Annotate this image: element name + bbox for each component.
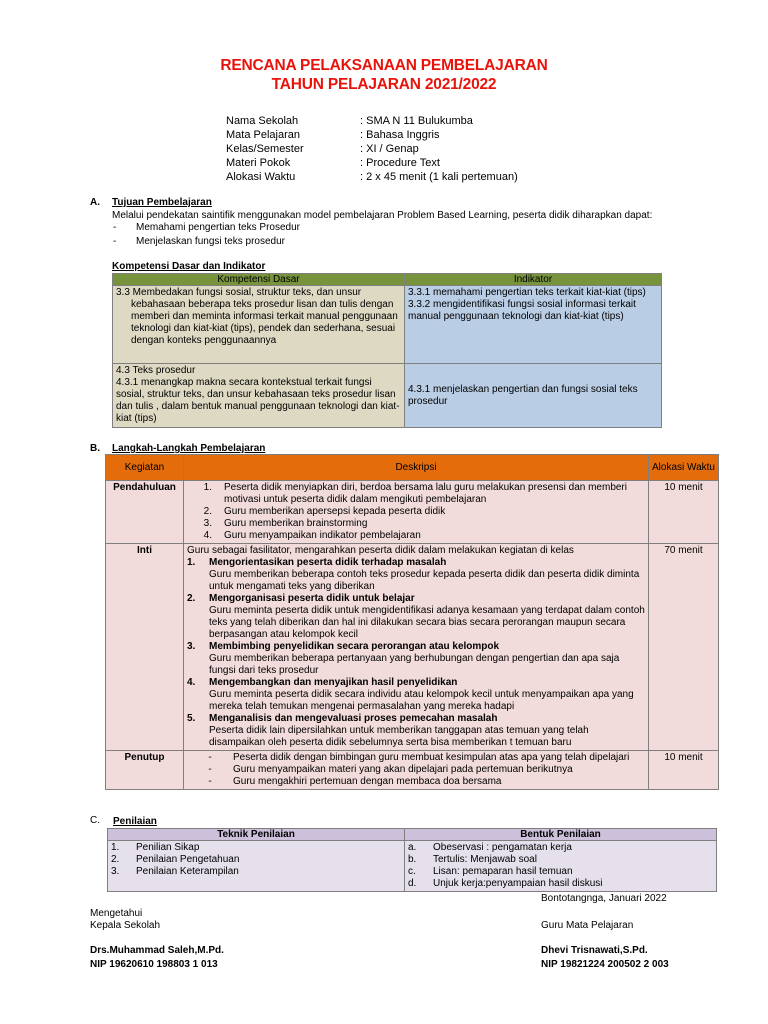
dash-bullet: -	[208, 776, 212, 787]
list-item	[408, 854, 713, 866]
section-letter: B.	[90, 443, 100, 454]
goal-item	[113, 222, 300, 234]
kd-column-header: Kompetensi Dasar	[113, 274, 405, 286]
dash-bullet: -	[208, 752, 212, 763]
section-letter: A.	[90, 197, 100, 208]
item-text: Peserta didik menyiapkan diri, berdoa bersama lalu guru melakukan presensi dan memberi motivasi untuk peserta didik dalam mengikuti pembelajaran	[224, 482, 627, 505]
principal-role: Kepala Sekolah	[90, 920, 161, 931]
step-body: Peserta didik lain dipersilahkan untuk memberikan tanggapan atas temuan yang telah disampaikan oleh peserta didik sebelumnya serta bisa memberikan t temuan baru	[209, 725, 589, 748]
section-c-letter: C.	[90, 815, 100, 826]
section-a-heading	[90, 197, 212, 209]
teacher-role: Guru Mata Pelajaran	[541, 920, 634, 931]
document-title-line1: RENCANA PELAKSANAAN PEMBELAJARAN	[220, 57, 548, 74]
info-row-school	[226, 114, 473, 128]
item-text: Lisan: pemaparan hasil temuan	[433, 866, 573, 877]
teknik-cell	[108, 841, 405, 892]
step-heading	[187, 677, 645, 689]
item-text: Tertulis: Menjawab soal	[433, 854, 537, 865]
teknik-column-header: Teknik Penilaian	[108, 829, 405, 841]
time-inti: 70 menit	[649, 544, 719, 751]
goal-text: Memahami pengertian teks Prosedur	[136, 222, 300, 233]
list-item	[187, 530, 645, 542]
principal-nip: NIP 19620610 198803 1 013	[90, 959, 218, 970]
kd-text: 4.3.1 menangkap makna secara kontekstual terkait fungsi sosial, struktur teks, dan unsur kebahasaan teks prosedur lisan dan tulis , dalam bentuk manual penggunaan teknologi dan kiat-kiat (tips)	[116, 377, 400, 424]
item-text: Guru menyampaikan materi yang akan dipelajari pada pertemuan berikutnya	[233, 764, 573, 775]
step-title: Mengembangkan dan menyajikan hasil penyelidikan	[209, 677, 458, 688]
item-text: Penilaian Pengetahuan	[136, 854, 240, 865]
acknowledgement-label: Mengetahui	[90, 908, 143, 919]
step-title: Mengorientasikan peserta didik terhadap masalah	[209, 557, 447, 568]
learning-steps-table	[105, 454, 719, 790]
info-value: : XI / Genap	[360, 143, 419, 155]
bentuk-cell	[405, 841, 717, 892]
step-body: Guru memberikan beberapa contoh teks prosedur kepada peserta didik dan peserta didik diminta untuk mengamati teks yang diberikan	[209, 569, 640, 592]
bentuk-column-header: Bentuk Penilaian	[405, 829, 717, 841]
kegiatan-penutup: Penutup	[106, 751, 184, 790]
item-letter: b.	[408, 854, 417, 865]
info-label: Kelas/Semester	[226, 143, 304, 155]
list-item	[187, 764, 645, 776]
teacher-nip: NIP 19821224 200502 2 003	[541, 959, 669, 970]
list-item	[187, 482, 645, 506]
list-item	[111, 842, 401, 854]
indikator-text: 3.3.2 mengidentifikasi fungsi sosial informasi terkait manual penggunaan teknologi dan kiat-kiat (tips)	[408, 299, 636, 322]
pendahuluan-description	[184, 481, 649, 544]
info-label: Alokasi Waktu	[226, 171, 296, 183]
step-number: 3.	[187, 641, 196, 652]
goal-item	[113, 236, 285, 248]
item-text: Guru mengakhiri pertemuan dengan membaca doa bersama	[233, 776, 502, 787]
info-label: Materi Pokok	[226, 157, 291, 169]
item-text: Penilaian Keterampilan	[136, 866, 239, 877]
principal-name: Drs.Muhammad Saleh,M.Pd.	[90, 945, 224, 956]
list-item	[408, 842, 713, 854]
item-text: Guru memberikan brainstorming	[224, 518, 368, 529]
section-title: Tujuan Pembelajaran	[112, 197, 212, 208]
step-heading	[187, 641, 645, 653]
item-number: 3.	[111, 866, 120, 877]
kd-text: 4.3 Teks prosedur	[116, 365, 196, 376]
indikator-text: 3.3.1 memahami pengertian teks terkait kiat-kiat (tips)	[408, 287, 646, 298]
info-label: Mata Pelajaran	[226, 129, 300, 141]
step-title: Membimbing penyelidikan secara perorangan atau kelompok	[209, 641, 500, 652]
step-number: 2.	[187, 593, 196, 604]
item-number: 2.	[111, 854, 120, 865]
kegiatan-column-header: Kegiatan	[106, 455, 184, 481]
item-number: 1.	[203, 482, 212, 493]
info-row-class	[226, 142, 419, 156]
info-row-subject	[226, 128, 440, 142]
indikator-cell	[405, 286, 662, 364]
section-a-intro: Melalui pendekatan saintifik menggunakan model pembelajaran Problem Based Learning, peserta didik diharapkan dapat:	[112, 210, 653, 221]
item-text: Unjuk kerja:penyampaian hasil diskusi	[433, 878, 603, 889]
penilaian-table	[107, 828, 717, 892]
kegiatan-pendahuluan: Pendahuluan	[106, 481, 184, 544]
info-value: : Procedure Text	[360, 157, 440, 169]
kd-indicator-table	[112, 273, 662, 428]
teacher-name: Dhevi Trisnawati,S.Pd.	[541, 945, 648, 956]
dash-bullet: -	[113, 236, 117, 247]
time-pendahuluan: 10 menit	[649, 481, 719, 544]
kd-cell	[113, 364, 405, 428]
item-number: 2.	[203, 506, 212, 517]
step-body: Guru memberikan beberapa pertanyaan yang berhubungan dengan pengertian dan apa saja fungsi dari teks prosedur	[209, 653, 620, 676]
item-letter: d.	[408, 878, 417, 889]
deskripsi-column-header: Deskripsi	[184, 455, 649, 481]
item-text: Obeservasi : pengamatan kerja	[433, 842, 572, 853]
inti-description	[184, 544, 649, 751]
goal-text: Menjelaskan fungsi teks prosedur	[136, 236, 285, 247]
step-body: Guru meminta peserta didik secara individu atau kelompok kecil untuk menyampaikan apa yang mereka telah temukan mengenai permasalahan yang mereka hadapi	[209, 689, 634, 712]
kd-text: kebahasaan beberapa teks prosedur lisan dan tulis dengan memberi dan meminta informasi terkait manual penggunaan teknologi dan kiat-kiat (tips), pendek dan sederhana, sesuai dengan konteks penggunaannya	[131, 299, 398, 346]
item-text: Peserta didik dengan bimbingan guru membuat kesimpulan atas apa yang telah dipelajari	[233, 752, 630, 763]
item-number: 1.	[111, 842, 120, 853]
step-number: 4.	[187, 677, 196, 688]
indikator-cell	[405, 364, 662, 428]
item-text: Guru memberikan apersepsi kepada peserta didik	[224, 506, 446, 517]
info-value: : SMA N 11 Bulukumba	[360, 115, 473, 127]
kd-table-caption	[112, 261, 265, 273]
time-penutup: 10 menit	[649, 751, 719, 790]
step-number: 1.	[187, 557, 196, 568]
step-heading	[187, 593, 645, 605]
info-value: : Bahasa Inggris	[360, 129, 440, 141]
item-letter: a.	[408, 842, 417, 853]
penutup-description	[184, 751, 649, 790]
section-c-heading	[113, 816, 157, 828]
section-title: Langkah-Langkah Pembelajaran	[112, 443, 266, 454]
list-item	[187, 506, 645, 518]
list-item	[111, 854, 401, 866]
alokasi-column-header: Alokasi Waktu	[649, 455, 719, 481]
indikator-column-header: Indikator	[405, 274, 662, 286]
item-letter: c.	[408, 866, 416, 877]
step-title: Menganalisis dan mengevaluasi proses pemecahan masalah	[209, 713, 498, 724]
step-number: 5.	[187, 713, 196, 724]
list-item	[187, 518, 645, 530]
list-item	[187, 776, 645, 788]
step-title: Mengorganisasi peserta didik untuk belajar	[209, 593, 415, 604]
info-value: : 2 x 45 menit (1 kali pertemuan)	[360, 171, 518, 183]
list-item	[111, 866, 401, 878]
caption-text: Kompetensi Dasar dan Indikator	[112, 261, 266, 272]
item-number: 4.	[203, 530, 212, 541]
item-number: 3.	[203, 518, 212, 529]
info-row-time	[226, 170, 518, 184]
step-heading	[187, 557, 645, 569]
list-item	[408, 878, 713, 890]
inti-intro: Guru sebagai fasilitator, mengarahkan peserta didik dalam melakukan kegiatan di kelas	[187, 545, 574, 556]
list-item	[408, 866, 713, 878]
kd-text: 3.3 Membedakan fungsi sosial, struktur teks, dan unsur	[116, 287, 362, 298]
list-item	[187, 752, 645, 764]
item-text: Penilian Sikap	[136, 842, 200, 853]
dash-bullet: -	[208, 764, 212, 775]
section-title: Penilaian	[113, 816, 157, 827]
kd-cell	[113, 286, 405, 364]
indikator-text: 4.3.1 menjelaskan pengertian dan fungsi sosial teks prosedur	[408, 383, 638, 407]
document-title-line2: TAHUN PELAJARAN 2021/2022	[271, 76, 497, 93]
place-date: Bontotangnga, Januari 2022	[541, 893, 667, 904]
info-label: Nama Sekolah	[226, 115, 299, 127]
info-row-topic	[226, 156, 440, 170]
step-body: Guru meminta peserta didik untuk mengidentifikasi adanya kesamaan yang terdapat dalam contoh teks yang telah diberikan dan hal ini dilakukan secara bias secara perorangan maupun secara berpasangan atau kelompok kecil	[209, 605, 645, 640]
step-heading	[187, 713, 645, 725]
kegiatan-inti: Inti	[106, 544, 184, 751]
dash-bullet: -	[113, 222, 117, 233]
item-text: Guru menyampaikan indikator pembelajaran	[224, 530, 421, 541]
